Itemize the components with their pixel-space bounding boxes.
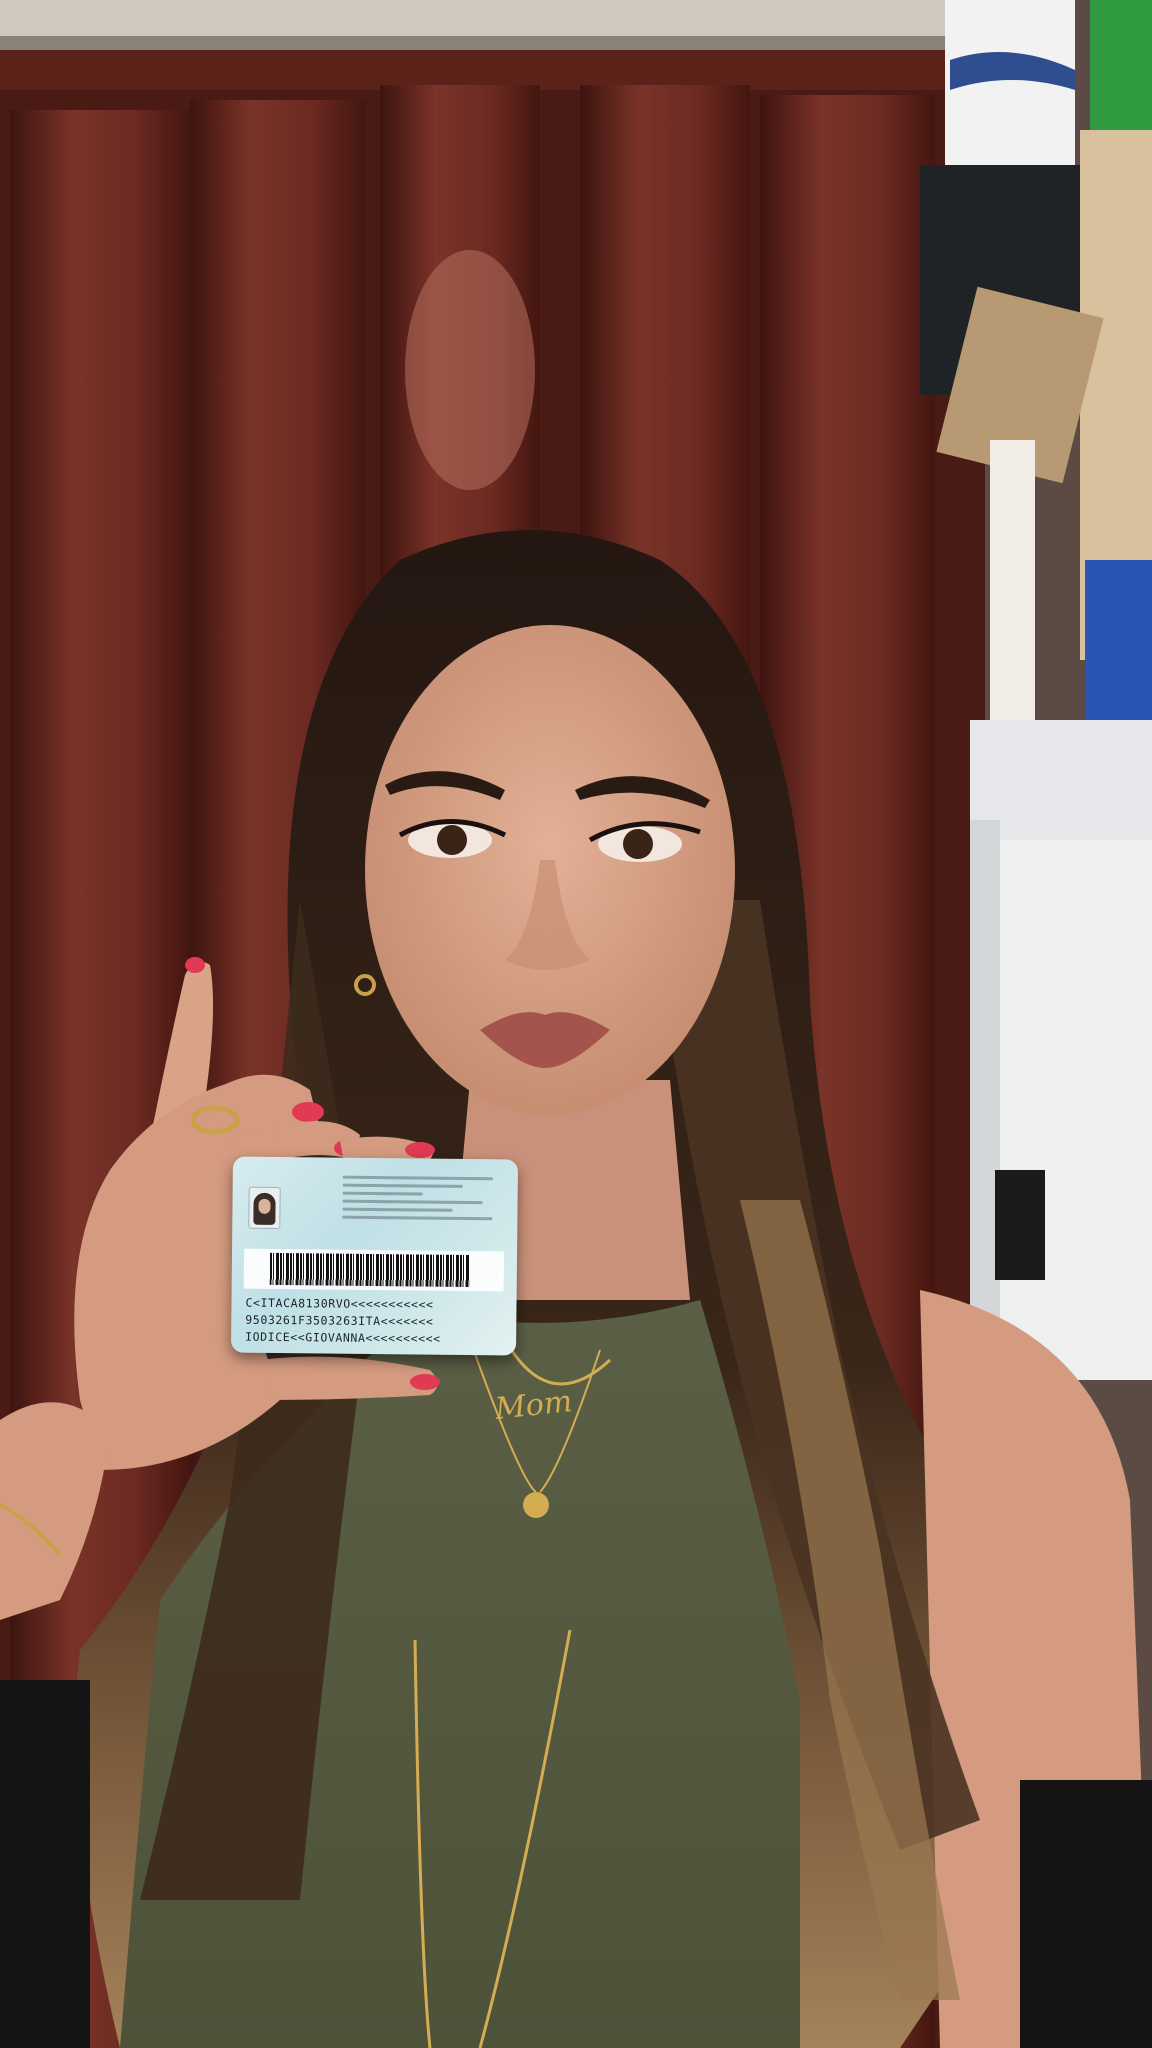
- id-card: [231, 1157, 518, 1356]
- id-card-text-lines: [342, 1176, 502, 1226]
- id-card-barcode-area: [244, 1249, 504, 1292]
- mrz-line-2: 9503261F3503263ITA<<<<<<<: [245, 1312, 434, 1329]
- id-card-photo: [248, 1187, 280, 1229]
- necklace-name-text: Mom: [493, 1384, 574, 1427]
- id-card-mrz: [245, 1295, 508, 1349]
- mrz-line-3: IODICE<<GIOVANNA<<<<<<<<<<: [245, 1329, 441, 1346]
- barcode: [270, 1253, 470, 1287]
- mrz-line-1: C<ITACA8130RVO<<<<<<<<<<<: [245, 1295, 434, 1312]
- pendant: [523, 1492, 549, 1518]
